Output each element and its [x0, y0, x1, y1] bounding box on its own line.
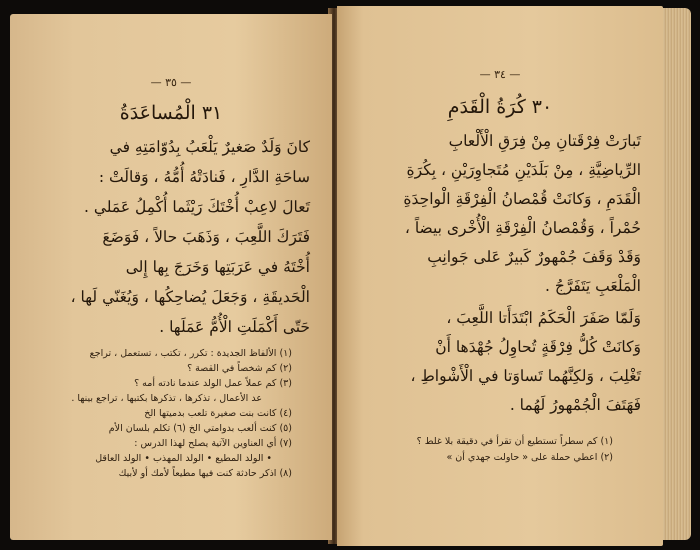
body-line: الْمَلْعَبِ يَتَفَرَّجُ . [545, 277, 641, 295]
body-line: فَهَتَفَ الْجُمْهورُ لَهُما . [509, 396, 641, 414]
exercise-line: (٢) اعطي حملة على « حاولت جهدي أن » [446, 452, 613, 463]
right-lesson-title: ٣٠ كُرَةُ الْقَدَمِ [447, 96, 553, 118]
exercise-line: (٣) كم عملاً عمل الولد عندما نادته أمه ؟ [134, 378, 292, 389]
exercise-line: (١) كم سطراً تستطيع أن تقرأ في دقيقة بلا غلط ؟ [416, 436, 613, 447]
body-line: وَكانَتْ كُلُّ فِرْقَةٍ تُحاوِلُ جُهْدَها أَنْ [435, 338, 641, 356]
body-line: الرِّياضِيَّةِ ، مِنْ بَلَدَيْنِ مُتَجاوِرَيْنِ ، بِكُرَةِ [406, 161, 641, 179]
left-page-number: — ٣٥ — [150, 76, 192, 89]
body-line: فَتَرَكَ اللَّعِبَ ، وَذَهَبَ حالاً ، فَوَضَعَ [102, 228, 310, 246]
body-line: كانَ وَلَدٌ صَغيرٌ يَلْعَبُ بِدُوّامَتِهِ في [109, 138, 310, 156]
exercise-line: (٤) كانت بنت صغيرة تلعب بدميتها الخ [144, 408, 292, 419]
body-line: تَبارَتْ فِرْقَتانِ مِنْ فِرَقِ الْأَلْعابِ [448, 132, 641, 150]
body-line: حَتّى أَكْمَلَتِ الْأُمُّ عَمَلَها . [159, 318, 310, 336]
exercise-line: (٢) كم شخصاً في القصة ؟ [187, 363, 292, 374]
body-line: الْحَديقَةِ ، وَجَعَلَ يُضاحِكُها ، وَيُغَنّي لَها ، [70, 288, 310, 306]
page-edges [663, 8, 691, 540]
exercise-line: • الولد المطيع • الولد المهذب • الولد العاقل [95, 453, 272, 464]
exercise-line: (٧) أي العناوين الآتية يصلح لهذا الدرس : [134, 438, 292, 449]
body-line: وَلَمّا صَفَرَ الْحَكَمُ ابْتَدَأَتا اللَّعِبَ ، [446, 309, 641, 327]
body-line: حُمْراً ، وَقُمْصانُ الْفِرْقَةِ الْأُخْرى بيضاً ، [404, 219, 641, 237]
exercise-line: (٥) كنت ألعب بدوامتي الخ (٦) تكلم بلسان الأم [108, 423, 292, 434]
exercise-line: (٨) اذكر حادثة كنت فيها مطيعاً لأمك أو لأبيك [118, 468, 292, 479]
right-page-number: — ٣٤ — [479, 68, 521, 81]
body-line: تَغْلِبَ ، وَلكِنَّهُما تَساوَتا في الْأَشْواطِ ، [410, 367, 641, 385]
body-line: وَقَدْ وَقَفَ جُمْهورٌ كَبيرٌ عَلى جَوانِبِ [427, 248, 641, 266]
left-lesson-title: ٣١ الْمُساعَدَةُ [119, 102, 223, 124]
left-page [10, 14, 332, 540]
exercise-line: عد الأعمال ، تذكرها ، تذكرها بكتبها ، تراجع بينها . [71, 393, 262, 404]
body-line: أُخْتَهُ في عَرَبَتِها وَخَرَجَ بِها إِلى [125, 258, 310, 276]
body-line: تَعالَ لاعِبْ أُخْتَكَ رَيْثَما أُكْمِلُ عَمَلي . [83, 198, 310, 216]
body-line: ساحَةِ الدَّارِ ، فَنادَتْهُ أُمُّهُ ، وَقالَتْ : [98, 168, 310, 186]
right-page [337, 6, 663, 546]
exercise-line: (١) الألفاظ الجديدة : تكرر ، تكتب ، تستعمل ، تراجع [89, 348, 292, 359]
body-line: الْقَدَمِ ، وَكانَتْ قُمْصانُ الْفِرْقَةِ الْواحِدَةِ [403, 190, 641, 208]
